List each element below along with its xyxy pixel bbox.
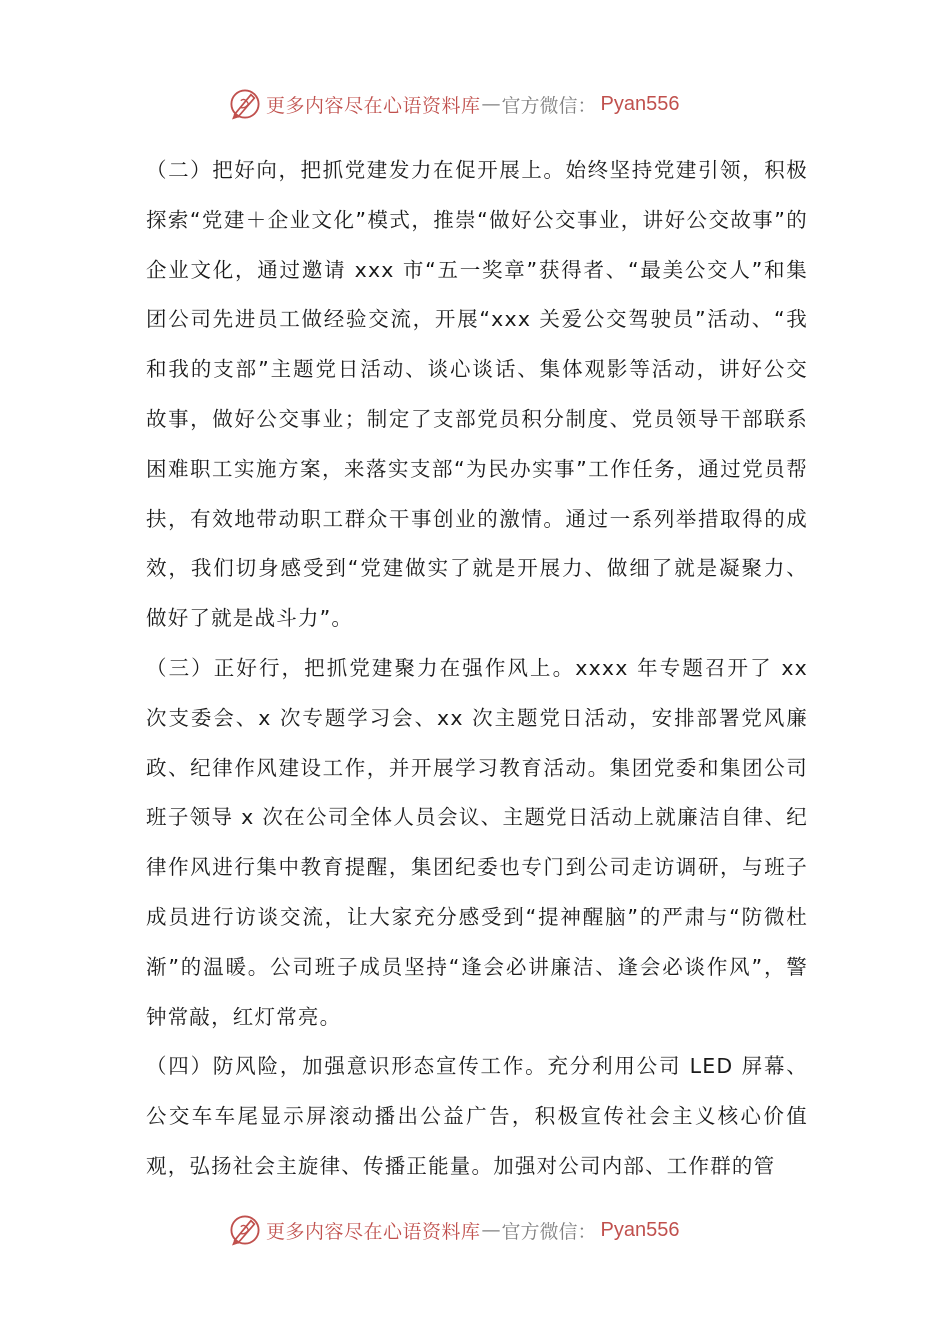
paragraph-section-three: （三）正好行，把抓党建聚力在强作风上。xxxx 年专题召开了 xx 次支委会、x 次专题学习会、xx 次主题党日活动，安排部署党风廉政、纪律作风建设工作，并开展学习教育活动。集团党委和集团公司班子领导 x 次在公司全体人员会议、主题党日活动上就廉洁自律、纪律作风进行集中教育提醒，集团纪委也专门到公司走访调研，与班子成员进行访谈交流，让大家充分感受到“提神醒脑”的严肃与“防微杜渐”的温暖。公司班子成员坚持“逢会必讲廉洁、逢会必谈作风”，警钟常敲，红灯常亮。 — [146, 655, 808, 1029]
paragraph-section-four: （四）防风险，加强意识形态宣传工作。充分利用公司 LED 屏幕、公交车车尾显示屏滚动播出公益广告，积极宣传社会主义核心价值观，弘扬社会主旋律、传播正能量。加强对公司内部、工作群的管 — [146, 1054, 808, 1178]
pen-logo-icon — [228, 87, 262, 121]
banner-wechat-id: Pyan556 — [600, 92, 680, 115]
banner-wechat-label: 官方微信： — [501, 1220, 597, 1243]
footer-banner — [228, 1210, 748, 1250]
banner-separator: — — [481, 1219, 501, 1241]
document-body — [146, 146, 808, 1192]
header-banner — [228, 84, 748, 124]
banner-wechat-id: Pyan556 — [600, 1218, 680, 1241]
banner-site-text: 更多内容尽在心语资料库 — [266, 94, 481, 117]
paragraph-section-two: （二）把好向，把抓党建发力在促开展上。始终坚持党建引领，积极探索“党建＋企业文化”模式，推崇“做好公交事业，讲好公交故事”的企业文化，通过邀请 xxx 市“五一奖章”获得者、“最美公交人”和集团公司先进员工做经验交流，开展“xxx 关爱公交驾驶员”活动、“我和我的支部”主题党日活动、谈心谈话、集体观影等活动，讲好公交故事，做好公交事业；制定了支部党员积分制度、党员领导干部联系困难职工实施方案，来落实支部“为民办实事”工作任务，通过党员帮扶，有效地带动职工群众干事创业的激情。通过一系列举措取得的成效，我们切身感受到“党建做实了就是开展力、做细了就是凝聚力、做好了就是战斗力”。 — [146, 158, 808, 631]
banner-wechat-label: 官方微信： — [501, 94, 597, 117]
pen-logo-icon — [228, 1213, 262, 1247]
banner-separator: — — [481, 93, 501, 115]
banner-site-text: 更多内容尽在心语资料库 — [266, 1220, 481, 1243]
